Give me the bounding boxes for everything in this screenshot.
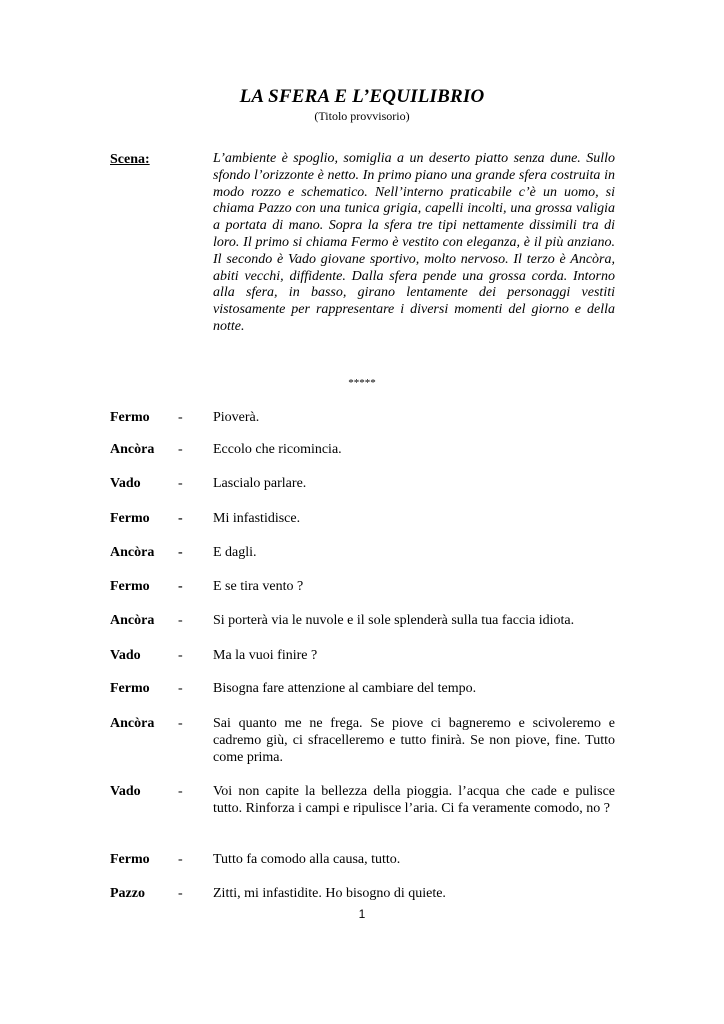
dialogue-dash: - — [178, 852, 183, 867]
dialogue-dash: - — [178, 579, 183, 594]
dialogue-dash: - — [178, 410, 183, 425]
document-title: LA SFERA E L’EQUILIBRIO — [239, 86, 485, 107]
speaker-name: Vado — [110, 476, 141, 491]
dialogue-dash: - — [178, 648, 183, 663]
speaker-name: Fermo — [110, 410, 150, 425]
page-number: 1 — [358, 907, 366, 921]
speaker-name: Ancòra — [110, 716, 155, 731]
dialogue-text: Mi infastidisce. — [213, 511, 301, 526]
dialogue-dash: - — [178, 886, 183, 901]
dialogue-dash: - — [178, 442, 183, 457]
speaker-name: Vado — [110, 648, 141, 663]
speaker-name: Ancòra — [110, 613, 155, 628]
speaker-name: Fermo — [110, 681, 150, 696]
speaker-name: Pazzo — [110, 886, 145, 901]
dialogue-text: E dagli. — [213, 545, 257, 560]
dialogue-text: Bisogna fare attenzione al cambiare del tempo. — [213, 681, 477, 696]
dialogue-text: Voi non capite la bellezza della pioggia. l’acqua che cade e pulisce tutto. Rinforza i campi e ripulisce l’aria. Ci fa veramente comodo, no ? — [213, 784, 615, 816]
dialogue-text: Sai quanto me ne frega. Se piove ci bagneremo e scivoleremo e cadremo giù, ci sfracelleremo e tutto finirà. Se non piove, fine. Tutto come prima. — [213, 716, 615, 765]
speaker-name: Fermo — [110, 852, 150, 867]
dialogue-dash: - — [178, 716, 183, 731]
document-subtitle: (Titolo provvisorio) — [314, 109, 410, 123]
dialogue-text: Ma la vuoi finire ? — [213, 648, 318, 663]
dialogue-dash: - — [178, 511, 183, 526]
speaker-name: Ancòra — [110, 545, 155, 560]
dialogue-text: Eccolo che ricomincia. — [213, 442, 342, 457]
speaker-name: Ancòra — [110, 442, 155, 457]
scene-label: Scena: — [110, 152, 150, 167]
dialogue-text: Lascialo parlare. — [213, 476, 307, 491]
dialogue-text: Pioverà. — [213, 410, 260, 425]
dialogue-text: Tutto fa comodo alla causa, tutto. — [213, 852, 401, 867]
dialogue-dash: - — [178, 784, 183, 799]
dialogue-dash: - — [178, 613, 183, 628]
scene-description: L’ambiente è spoglio, somiglia a un deserto piatto senza dune. Sullo sfondo l’orizzonte è netto. In primo piano una grande sfera costruita in modo rozzo e schematico. Nell’interno praticabile c’è un uomo, si chiama Pazzo con una tunica grigia, capelli incolti, una grossa valigia a portata di mano. Sopra la sfera tre tipi nettamente dissimili tra di loro. Il primo si chiama Fermo è vestito con eleganza, è il più anziano. Il secondo è Vado giovane sportivo, molto nervoso. Il terzo è Ancòra, abiti vecchi, diffidente. Dalla sfera pende una grossa corda. Intorno alla sfera, in basso, girano lentamente dei personaggi vestiti vistosamente per rappresentare i diversi momenti del giorno e della notte. — [213, 151, 615, 334]
dialogue-text: Si porterà via le nuvole e il sole splenderà sulla tua faccia idiota. — [213, 613, 575, 628]
speaker-name: Vado — [110, 784, 141, 799]
dialogue-dash: - — [178, 681, 183, 696]
dialogue-text: Zitti, mi infastidite. Ho bisogno di quiete. — [213, 886, 446, 901]
speaker-name: Fermo — [110, 579, 150, 594]
section-separator: ***** — [348, 377, 376, 389]
dialogue-dash: - — [178, 545, 183, 560]
dialogue-text: E se tira vento ? — [213, 579, 304, 594]
dialogue-dash: - — [178, 476, 183, 491]
speaker-name: Fermo — [110, 511, 150, 526]
